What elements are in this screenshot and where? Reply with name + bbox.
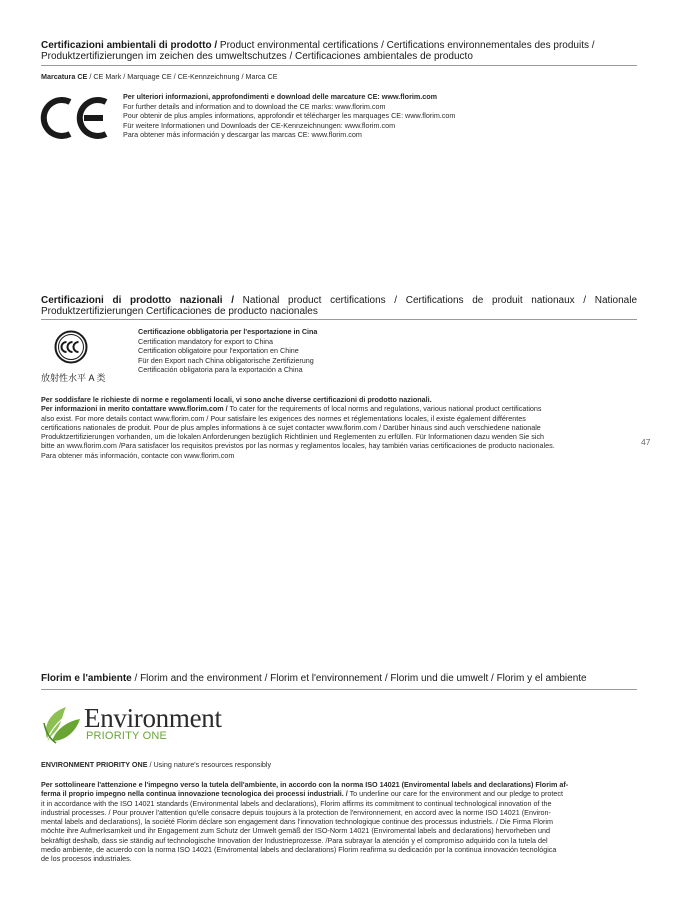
ce-subtitle [41, 72, 278, 82]
section-title-florim-environment [41, 673, 637, 684]
divider [41, 65, 637, 66]
ccc-info-line: Certification mandatory for export to China [138, 336, 274, 346]
paragraph-line: industrial processes. / Pour prouver l'attention qu'elle consacre depuis toujours à la protection de l'environnement, en accord avec la norme ISO 14021 (Environ- [41, 807, 551, 817]
section-title-bold: Certificazioni di prodotto nazionali / [41, 295, 235, 306]
section-title-bold: Certificazioni ambientali di prodotto / [41, 40, 218, 51]
paragraph-bold-text: Per informazioni in merito contattare www.florim.com / [41, 404, 228, 414]
ce-subtitle-rest: / CE Mark / Marquage CE / CE-Kennzeichnung / Marca CE [87, 72, 278, 81]
paragraph-line: also exist. For more details contact www.florim.com / Pour satisfaire les exigences des normes et réglementations locales, il existe également différentes [41, 413, 526, 423]
ce-info-line: Pour obtenir de plus amples informations, approfondir et télécharger les marquages CE: www.florim.com [123, 111, 456, 121]
paragraph-line: Produktzertifizierungen vorhanden, um die lokalen Anforderungen bezüglich Richtlinien und Reglementen zu erfüllen. Für Informationen dazu wenden Sie sich [41, 432, 545, 442]
ce-info-block [123, 92, 623, 140]
tagline-bold: ENVIRONMENT PRIORITY ONE [41, 760, 148, 769]
paragraph-bold-text: Per sottolineare l'attenzione e l'impegno verso la tutela dell'ambiente, in accordo con la norma ISO 14021 (Enviromental labels and declarations) Florim af- [41, 780, 569, 789]
paragraph-line: it in accordance with the ISO 14021 standards (Environmental labels and declarations), Florim affirms its commitment to continual technological innovation of the [41, 798, 552, 808]
ce-info-line: Für weitere Informationen und Downloads der CE-Kennzeichnungen: www.florim.com [123, 120, 396, 130]
paragraph-bold-text: ferma il proprio impegno nella continua innovazione tecnologica dei processi industriali. / [41, 789, 348, 799]
paragraph-line: medio ambiente, de acuerdo con la norma ISO 14021 (Enviromental labels and declarations) Florim reafirma su dedicación por la continua innovación tecnológica [41, 845, 557, 855]
paragraph-line: Para obtener más información, contacte con www.florim.com [41, 450, 235, 460]
paragraph-line: möchte ihre Aufmerksamkeit und ihr Engagement zum Schutz der Umwelt gemäß der ISO-Norm 14021 (Enviromental labels and declarations) hervorheben und [41, 826, 550, 836]
section-title-national-certifications [41, 295, 637, 317]
section-title-rest: National product certifications / Certifications de produit nationaux / Nationale Produktzertifizierungen Certificaciones de producto nacionales [41, 295, 637, 317]
paragraph-line: de los procesos industriales. [41, 854, 132, 864]
national-certifications-paragraph [41, 395, 637, 460]
section-title-environmental-certifications [41, 40, 637, 62]
environment-logo-subtitle: PRIORITY ONE [86, 730, 168, 742]
ccc-info-line: Für den Export nach China obligatorische Zertifizierung [138, 355, 314, 365]
leaf-logo-icon [40, 703, 84, 745]
section-title-rest: Product environmental certifications / Certifications environnementales des produits / Produktzertifizierungen im zeichen des umweltschutzes / Certificaciones ambientales de producto [41, 40, 595, 62]
section-title-bold: Florim e l'ambiente [41, 673, 132, 684]
paragraph-line: bekräftigt deshalb, dass sie ständig auf technologische Innovation der Industrieprozesse. /Para subrayar la atención y el compromiso adquirido con la tutela del [41, 835, 548, 845]
ccc-info-block [138, 327, 538, 375]
ce-mark-icon [40, 96, 110, 140]
environment-paragraph [41, 780, 637, 864]
ce-info-line: Per ulteriori informazioni, approfondimenti e download delle marcature CE: www.florim.com [123, 92, 438, 101]
paragraph-bold-text: Per soddisfare le richieste di norme e regolamenti locali, vi sono anche diverse certificazioni di prodotto nazionali. [41, 395, 432, 404]
paragraph-line: mental labels and declarations), la société Florim déclare son engagement dans l'innovation technologique continue des processus industriels. / Die Firma Florim [41, 817, 553, 827]
ccc-info-line: Certificación obligatoria para la exportación a China [138, 365, 303, 375]
environment-tagline [41, 760, 271, 770]
ce-subtitle-bold: Marcatura CE [41, 72, 88, 81]
tagline-rest: / Using nature's resources responsibly [147, 760, 272, 769]
paragraph-text: To underline our care for the environment and our pledge to protect [347, 789, 563, 799]
ccc-mark-icon [54, 330, 88, 364]
environment-logo-word: Environment [84, 703, 222, 733]
page-number: 47 [641, 437, 651, 447]
paragraph-line: certifications nationales de produit. Pour de plus amples informations à ce sujet contacter www.florim.com / Darüber hinaus sind auch verschiedene nationale [41, 422, 541, 432]
ce-info-line: Para obtener más información y descargar las marcas CE: www.florim.com [123, 130, 362, 140]
paragraph-line: bitte an www.florim.com /Para satisfacer los requisitos previstos por las normas y reglamentos locales, hay también varias certificaciones de producto nacionales. [41, 441, 555, 451]
section-title-rest: / Florim and the environment / Florim et l'environnement / Florim und die umwelt / Florim y el ambiente [131, 673, 587, 684]
ccc-info-line: Certificazione obbligatoria per l'esportazione in Cina [138, 327, 318, 336]
divider [41, 689, 637, 690]
divider [41, 319, 637, 320]
ccc-info-line: Certification obligatoire pour l'exportation en Chine [138, 346, 299, 356]
ce-info-line: For further details and information and to download the CE marks: www.florim.com [123, 101, 386, 111]
ccc-caption: 放射性水平 A 类 [41, 373, 106, 383]
paragraph-text: To cater for the requirements of local norms and regulations, various national product certifications [227, 404, 542, 414]
